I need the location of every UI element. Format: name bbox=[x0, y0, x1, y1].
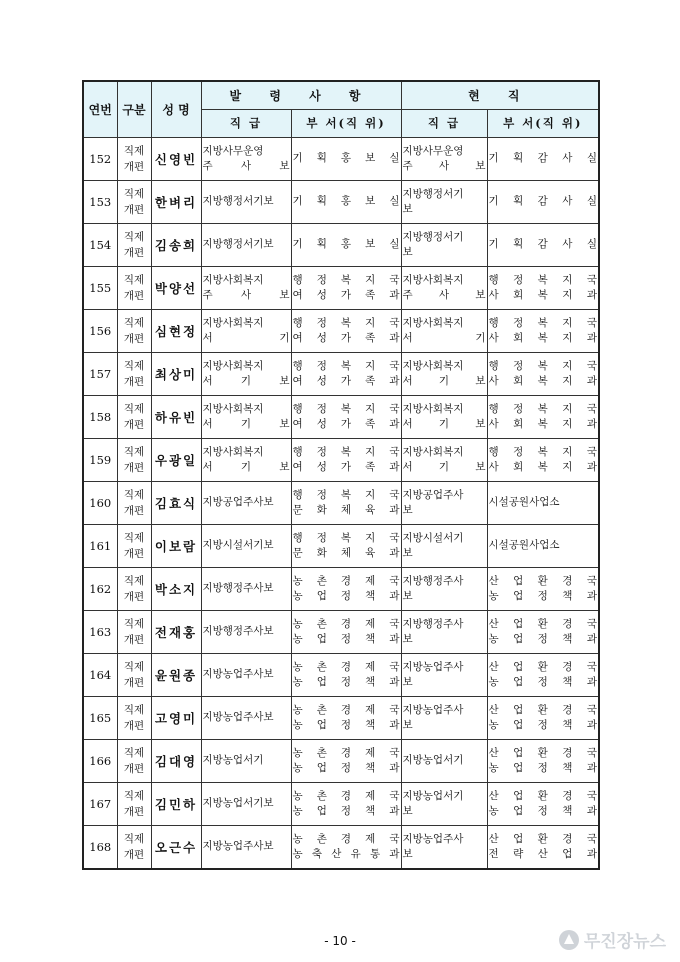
table-row bbox=[83, 223, 599, 266]
row-number: 163 bbox=[83, 610, 117, 653]
header-name: 성 명 bbox=[151, 81, 201, 137]
row-number: 155 bbox=[83, 266, 117, 309]
row-kind: 직제 개편 bbox=[117, 266, 151, 309]
watermark bbox=[559, 927, 666, 952]
row-current-dept: 행 정 복 지 국 사 회 복 지 과 bbox=[487, 352, 599, 395]
row-name: 한벼리 bbox=[151, 180, 201, 223]
page-number: - 10 - bbox=[324, 934, 356, 948]
row-kind: 직제 개편 bbox=[117, 180, 151, 223]
row-number: 167 bbox=[83, 782, 117, 825]
row-new-dept: 행 정 복 지 국 문 화 체 육 과 bbox=[291, 524, 401, 567]
row-number: 164 bbox=[83, 653, 117, 696]
row-kind: 직제 개편 bbox=[117, 481, 151, 524]
row-new-dept: 행 정 복 지 국 여 성 가 족 과 bbox=[291, 438, 401, 481]
row-current-dept: 산 업 환 경 국 농 업 정 책 과 bbox=[487, 696, 599, 739]
row-name: 우광일 bbox=[151, 438, 201, 481]
row-current-dept: 기 획 감 사 실 bbox=[487, 180, 599, 223]
row-kind: 직제 개편 bbox=[117, 352, 151, 395]
row-new-dept: 행 정 복 지 국 문 화 체 육 과 bbox=[291, 481, 401, 524]
row-kind: 직제 개편 bbox=[117, 653, 151, 696]
row-kind: 직제 개편 bbox=[117, 825, 151, 869]
row-current-rank: 지방행정주사 보 bbox=[401, 567, 487, 610]
row-kind: 직제 개편 bbox=[117, 567, 151, 610]
row-new-dept: 기 획 홍 보 실 bbox=[291, 223, 401, 266]
row-name: 하유빈 bbox=[151, 395, 201, 438]
row-kind: 직제 개편 bbox=[117, 524, 151, 567]
row-new-dept: 농 촌 경 제 국 농 업 정 책 과 bbox=[291, 696, 401, 739]
table-row bbox=[83, 653, 599, 696]
row-new-dept: 농 촌 경 제 국 농 업 정 책 과 bbox=[291, 739, 401, 782]
row-number: 168 bbox=[83, 825, 117, 869]
header-current-rank: 직 급 bbox=[401, 109, 487, 137]
row-name: 김대영 bbox=[151, 739, 201, 782]
row-number: 153 bbox=[83, 180, 117, 223]
row-number: 156 bbox=[83, 309, 117, 352]
row-current-dept: 산 업 환 경 국 전 략 산 업 과 bbox=[487, 825, 599, 869]
table-row bbox=[83, 567, 599, 610]
row-number: 161 bbox=[83, 524, 117, 567]
table-row bbox=[83, 266, 599, 309]
row-current-dept: 행 정 복 지 국 사 회 복 지 과 bbox=[487, 438, 599, 481]
row-new-dept: 농 촌 경 제 국 농 업 정 책 과 bbox=[291, 782, 401, 825]
row-new-rank: 지방시설서기보 bbox=[201, 524, 291, 567]
row-number: 157 bbox=[83, 352, 117, 395]
row-name: 전재홍 bbox=[151, 610, 201, 653]
row-kind: 직제 개편 bbox=[117, 610, 151, 653]
row-number: 165 bbox=[83, 696, 117, 739]
row-current-dept: 산 업 환 경 국 농 업 정 책 과 bbox=[487, 739, 599, 782]
row-new-rank: 지방농업주사보 bbox=[201, 696, 291, 739]
row-number: 162 bbox=[83, 567, 117, 610]
row-current-rank: 지방농업서기 bbox=[401, 739, 487, 782]
row-new-rank: 지방사회복지 서 기 보 bbox=[201, 438, 291, 481]
header-appoint-dept: 부 서(직 위) bbox=[291, 109, 401, 137]
row-current-rank: 지방행정서기 보 bbox=[401, 223, 487, 266]
table-row bbox=[83, 352, 599, 395]
row-new-rank: 지방행정주사보 bbox=[201, 610, 291, 653]
row-kind: 직제 개편 bbox=[117, 309, 151, 352]
table-row bbox=[83, 395, 599, 438]
row-new-rank: 지방사무운영 주 사 보 bbox=[201, 137, 291, 180]
row-name: 박양선 bbox=[151, 266, 201, 309]
header-current: 현 직 bbox=[401, 81, 599, 109]
row-name: 오근수 bbox=[151, 825, 201, 869]
row-new-rank: 지방공업주사보 bbox=[201, 481, 291, 524]
table-row bbox=[83, 137, 599, 180]
row-new-rank: 지방농업주사보 bbox=[201, 825, 291, 869]
table-row bbox=[83, 438, 599, 481]
row-current-dept: 행 정 복 지 국 사 회 복 지 과 bbox=[487, 395, 599, 438]
row-new-dept: 농 촌 경 제 국 농 축 산 유 통 과 bbox=[291, 825, 401, 869]
row-name: 신영빈 bbox=[151, 137, 201, 180]
row-new-dept: 행 정 복 지 국 여 성 가 족 과 bbox=[291, 266, 401, 309]
row-name: 고영미 bbox=[151, 696, 201, 739]
row-number: 160 bbox=[83, 481, 117, 524]
row-current-rank: 지방시설서기 보 bbox=[401, 524, 487, 567]
row-new-rank: 지방사회복지 서 기 보 bbox=[201, 352, 291, 395]
table-row bbox=[83, 782, 599, 825]
row-name: 김효식 bbox=[151, 481, 201, 524]
row-current-dept: 행 정 복 지 국 사 회 복 지 과 bbox=[487, 266, 599, 309]
row-current-rank: 지방농업서기 보 bbox=[401, 782, 487, 825]
row-new-dept: 행 정 복 지 국 여 성 가 족 과 bbox=[291, 395, 401, 438]
row-current-dept: 시설공원사업소 bbox=[487, 524, 599, 567]
table-row bbox=[83, 825, 599, 869]
row-current-dept: 산 업 환 경 국 농 업 정 책 과 bbox=[487, 567, 599, 610]
row-new-rank: 지방농업주사보 bbox=[201, 653, 291, 696]
table-row bbox=[83, 481, 599, 524]
row-kind: 직제 개편 bbox=[117, 438, 151, 481]
row-kind: 직제 개편 bbox=[117, 782, 151, 825]
row-name: 박소지 bbox=[151, 567, 201, 610]
row-name: 김민하 bbox=[151, 782, 201, 825]
row-current-rank: 지방농업주사 보 bbox=[401, 825, 487, 869]
row-kind: 직제 개편 bbox=[117, 739, 151, 782]
row-new-rank: 지방사회복지 서 기 bbox=[201, 309, 291, 352]
row-new-dept: 기 획 홍 보 실 bbox=[291, 137, 401, 180]
row-new-rank: 지방사회복지 주 사 보 bbox=[201, 266, 291, 309]
row-current-dept: 산 업 환 경 국 농 업 정 책 과 bbox=[487, 782, 599, 825]
row-new-rank: 지방행정주사보 bbox=[201, 567, 291, 610]
row-new-dept: 행 정 복 지 국 여 성 가 족 과 bbox=[291, 309, 401, 352]
row-current-dept: 산 업 환 경 국 농 업 정 책 과 bbox=[487, 610, 599, 653]
row-new-dept: 농 촌 경 제 국 농 업 정 책 과 bbox=[291, 567, 401, 610]
row-kind: 직제 개편 bbox=[117, 395, 151, 438]
row-current-rank: 지방농업주사 보 bbox=[401, 696, 487, 739]
row-new-rank: 지방행정서기보 bbox=[201, 180, 291, 223]
row-name: 윤원종 bbox=[151, 653, 201, 696]
row-name: 최상미 bbox=[151, 352, 201, 395]
row-number: 152 bbox=[83, 137, 117, 180]
row-current-rank: 지방농업주사 보 bbox=[401, 653, 487, 696]
row-new-rank: 지방농업서기보 bbox=[201, 782, 291, 825]
row-new-dept: 농 촌 경 제 국 농 업 정 책 과 bbox=[291, 610, 401, 653]
row-kind: 직제 개편 bbox=[117, 223, 151, 266]
table-body bbox=[83, 137, 599, 869]
row-new-rank: 지방농업서기 bbox=[201, 739, 291, 782]
table-row bbox=[83, 524, 599, 567]
table-row bbox=[83, 739, 599, 782]
row-current-dept: 산 업 환 경 국 농 업 정 책 과 bbox=[487, 653, 599, 696]
row-current-rank: 지방행정주사 보 bbox=[401, 610, 487, 653]
mountain-logo-icon bbox=[559, 930, 579, 950]
row-number: 154 bbox=[83, 223, 117, 266]
row-current-rank: 지방사회복지 서 기 보 bbox=[401, 438, 487, 481]
row-new-dept: 농 촌 경 제 국 농 업 정 책 과 bbox=[291, 653, 401, 696]
appointment-table bbox=[82, 80, 600, 870]
row-new-dept: 기 획 홍 보 실 bbox=[291, 180, 401, 223]
row-current-dept: 행 정 복 지 국 사 회 복 지 과 bbox=[487, 309, 599, 352]
row-current-rank: 지방공업주사 보 bbox=[401, 481, 487, 524]
header-current-dept: 부 서(직 위) bbox=[487, 109, 599, 137]
row-current-rank: 지방사회복지 서 기 보 bbox=[401, 395, 487, 438]
row-current-rank: 지방행정서기 보 bbox=[401, 180, 487, 223]
row-number: 158 bbox=[83, 395, 117, 438]
row-current-dept: 시설공원사업소 bbox=[487, 481, 599, 524]
row-current-dept: 기 획 감 사 실 bbox=[487, 223, 599, 266]
row-number: 159 bbox=[83, 438, 117, 481]
header-appoint: 발 령 사 항 bbox=[201, 81, 401, 109]
watermark-text: 무진장뉴스 bbox=[583, 932, 666, 952]
table-row bbox=[83, 309, 599, 352]
row-new-rank: 지방행정서기보 bbox=[201, 223, 291, 266]
row-kind: 직제 개편 bbox=[117, 137, 151, 180]
row-name: 심현정 bbox=[151, 309, 201, 352]
table-row bbox=[83, 610, 599, 653]
header-appoint-rank: 직 급 bbox=[201, 109, 291, 137]
row-name: 이보람 bbox=[151, 524, 201, 567]
row-current-rank: 지방사회복지 서 기 bbox=[401, 309, 487, 352]
table-row bbox=[83, 696, 599, 739]
row-current-rank: 지방사회복지 서 기 보 bbox=[401, 352, 487, 395]
header-kind: 구분 bbox=[117, 81, 151, 137]
header-seq: 연번 bbox=[83, 81, 117, 137]
row-name: 김송희 bbox=[151, 223, 201, 266]
row-current-dept: 기 획 감 사 실 bbox=[487, 137, 599, 180]
row-kind: 직제 개편 bbox=[117, 696, 151, 739]
table-row bbox=[83, 180, 599, 223]
row-new-rank: 지방사회복지 서 기 보 bbox=[201, 395, 291, 438]
row-current-rank: 지방사회복지 주 사 보 bbox=[401, 266, 487, 309]
row-current-rank: 지방사무운영 주 사 보 bbox=[401, 137, 487, 180]
row-number: 166 bbox=[83, 739, 117, 782]
row-new-dept: 행 정 복 지 국 여 성 가 족 과 bbox=[291, 352, 401, 395]
